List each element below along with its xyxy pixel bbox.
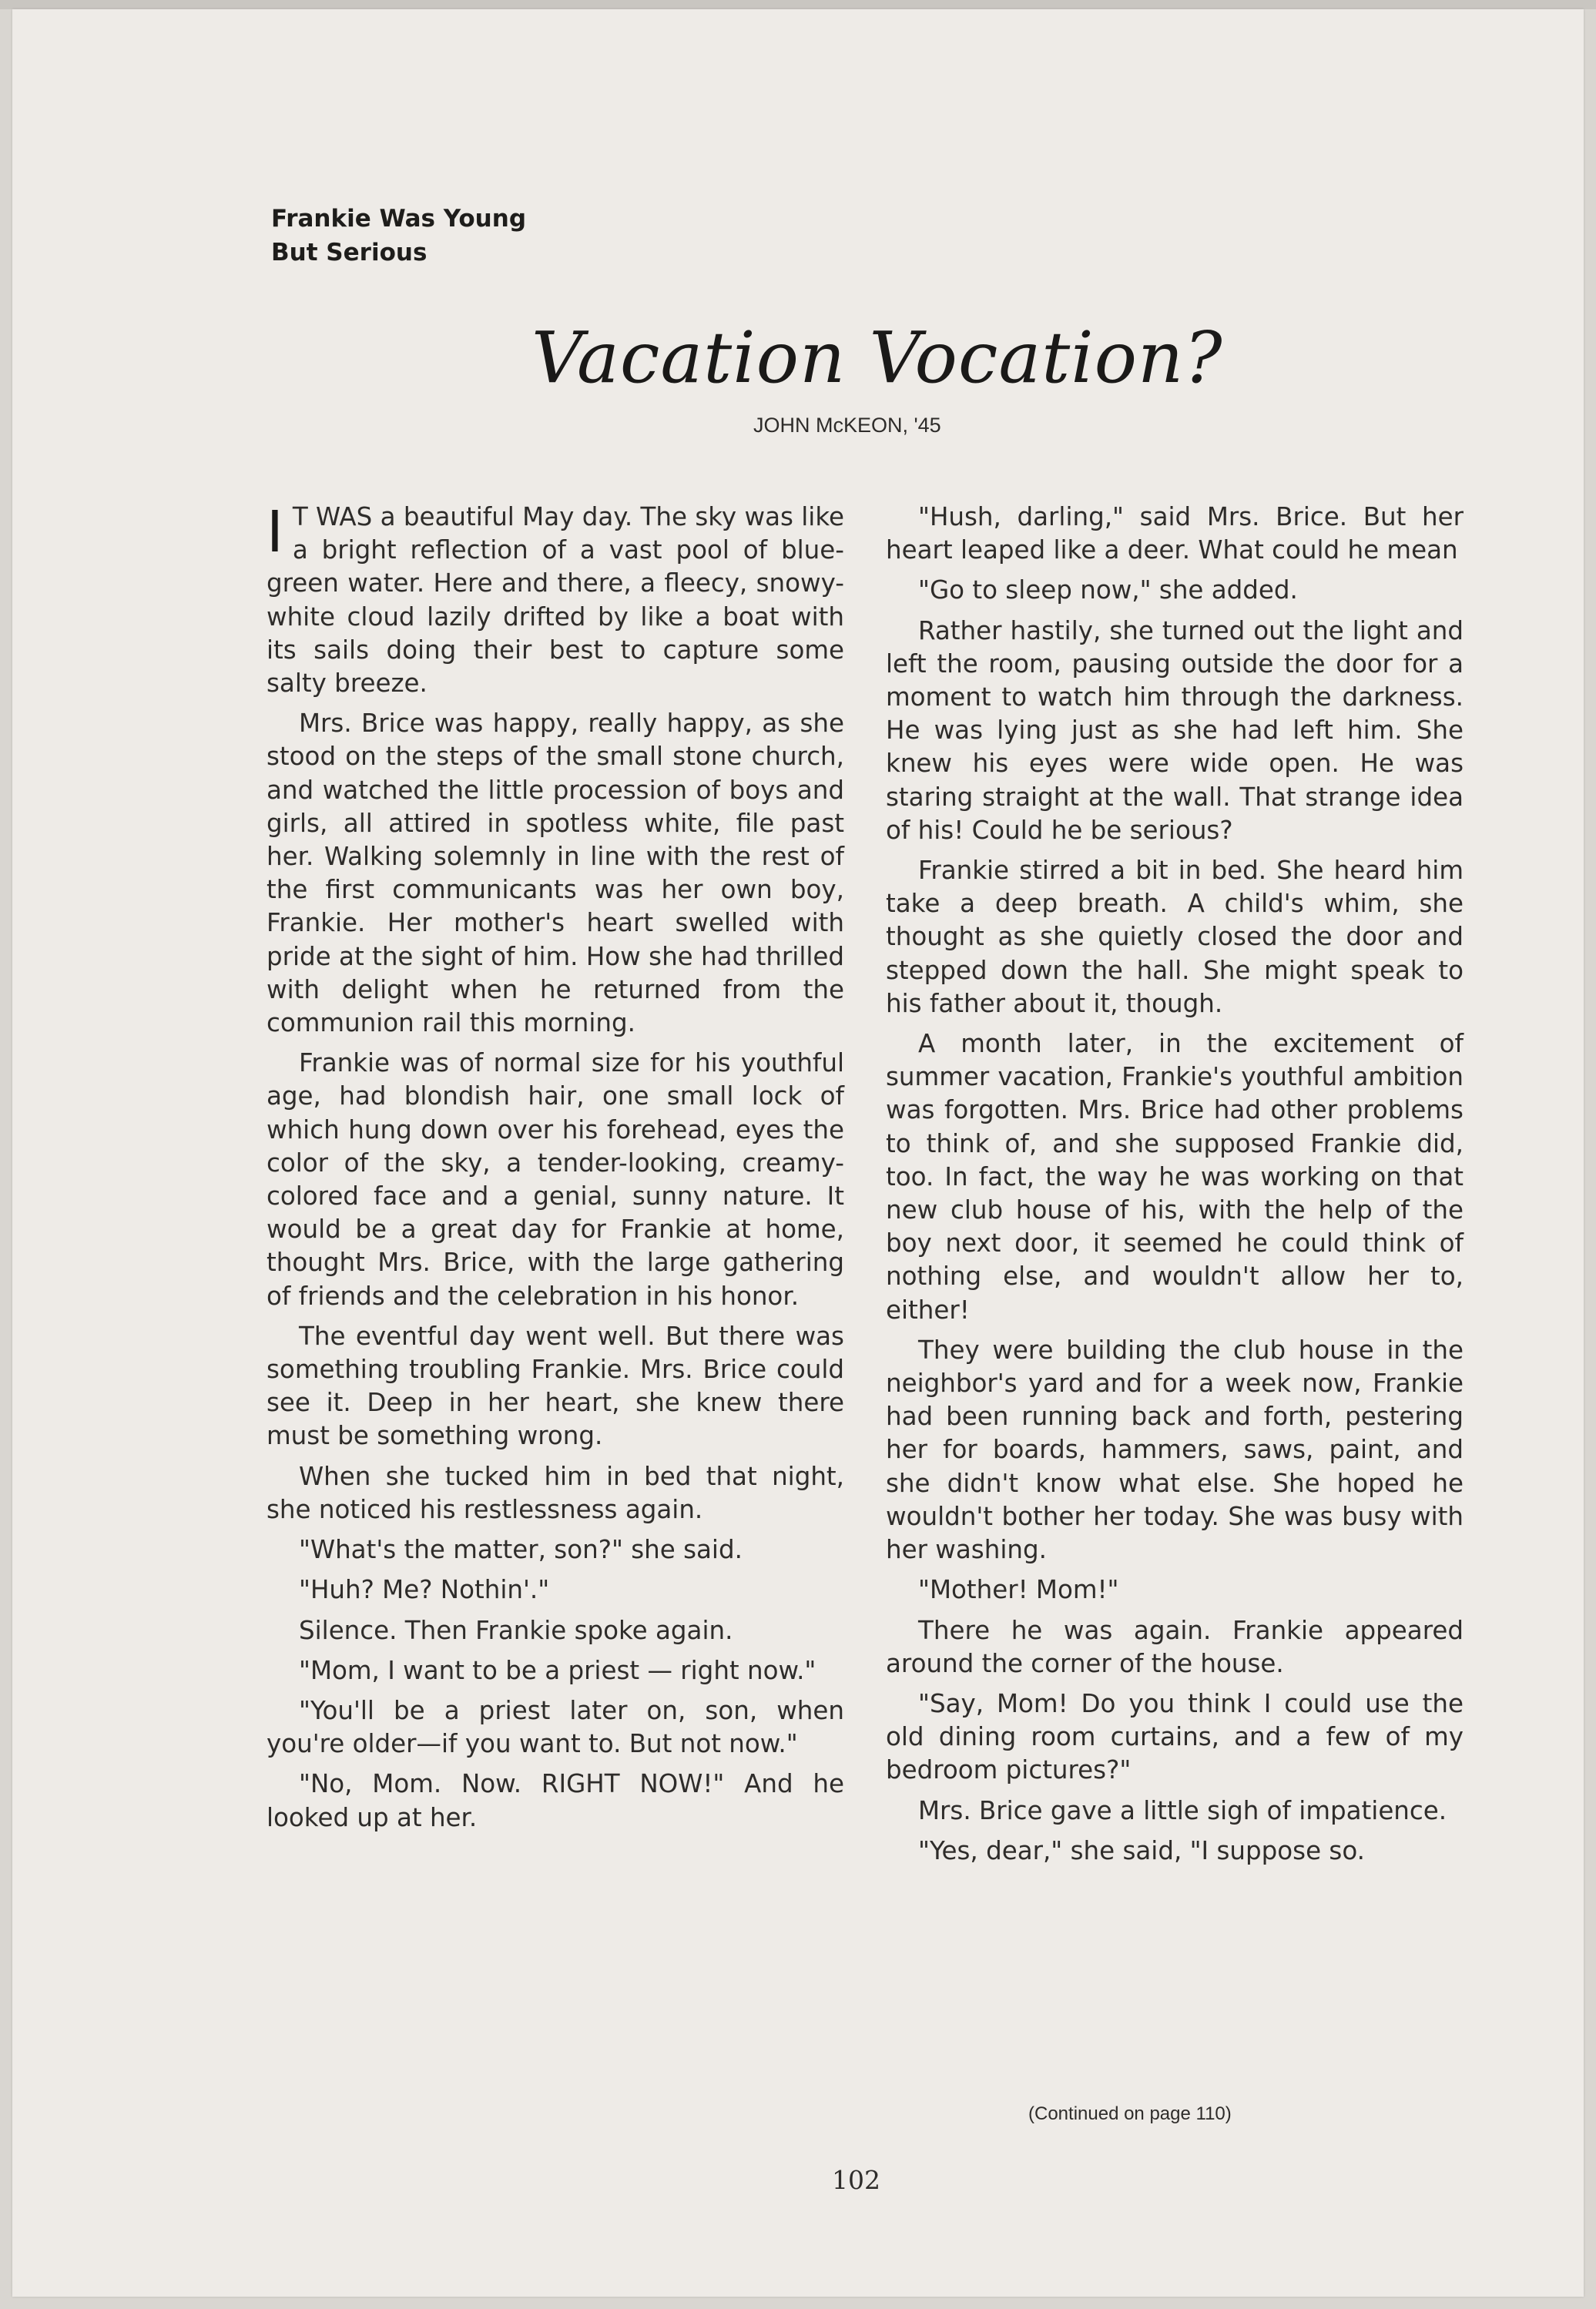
right-column	[886, 501, 1464, 1875]
article-kicker	[271, 202, 656, 270]
article-title: Vacation Vocation?	[531, 317, 1223, 399]
paragraph: "Hush, darling," said Mrs. Brice. But her heart leaped like a deer. What could he mean	[886, 502, 1464, 565]
kicker-line-2: But Serious	[271, 239, 428, 266]
paragraph: Silence. Then Frankie spoke again.	[299, 1615, 733, 1645]
paragraph: "Mother! Mom!"	[918, 1575, 1119, 1605]
drop-cap: I	[267, 499, 283, 565]
paragraph: "Huh? Me? Nothin'."	[299, 1575, 550, 1605]
paragraph: Mrs. Brice was happy, really happy, as she stood on the steps of the small stone church, and watched the little procession of boys and girls, all attired in spotless white, file past her. Walking solemnly in line with the rest of the first communicants was her own boy, Frankie. Her mother's heart swelled with pride at the sight of him. How she had thrilled with delight when he returned from the communion rail this morning.	[267, 709, 844, 1038]
paragraph: "No, Mom. Now. RIGHT NOW!" And he looked up at her.	[267, 1769, 844, 1832]
paragraph: I T WAS a beautiful May day. The sky was like a bright reflection of a vast pool of blue-green water. Here and there, a fleecy, snowy-white cloud lazily drifted by like a boat with its sails doing their best to capture some salty breeze.	[267, 499, 844, 699]
continued-note: (Continued on page 110)	[1028, 2103, 1232, 2124]
paragraph: "Mom, I want to be a priest — right now."	[299, 1655, 816, 1685]
paragraph: There he was again. Frankie appeared around the corner of the house.	[886, 1615, 1464, 1678]
article-byline: JOHN McKEON, '45	[753, 414, 941, 437]
paragraph: When she tucked him in bed that night, she noticed his restlessness again.	[267, 1461, 844, 1524]
paragraph: "You'll be a priest later on, son, when you're older—if you want to. But not now."	[267, 1695, 844, 1759]
scan-top-edge	[0, 0, 1596, 9]
paragraph: "Say, Mom! Do you think I could use the old dining room curtains, and a few of my bedroom pictures?"	[886, 1688, 1464, 1785]
paragraph: "What's the matter, son?" she said.	[299, 1535, 743, 1565]
paragraph: "Yes, dear," she said, "I suppose so.	[918, 1835, 1365, 1865]
paragraph: Rather hastily, she turned out the light and left the room, pausing outside the door for a moment to watch him through the darkness. He was lying just as she had left him. She knew his eyes were wide open. He was staring straight at the wall. That strange idea of his! Could he be serious?	[886, 615, 1464, 845]
left-column	[267, 501, 844, 1842]
kicker-line-1: Frankie Was Young	[271, 205, 527, 233]
paragraph: Frankie stirred a bit in bed. She heard him take a deep breath. A child's whim, she thought as she quietly closed the door and stepped down the hall. She might speak to his father about it, though.	[886, 856, 1464, 1018]
paragraph: A month later, in the excitement of summer vacation, Frankie's youthful ambition was forgotten. Mrs. Brice had other problems to think of, and she supposed Frankie did, too. In fact, the way he was working on that new club house of his, with the help of the boy next door, it seemed he could think of nothing else, and wouldn't allow her to, either!	[886, 1029, 1464, 1325]
page-number: 102	[832, 2165, 880, 2195]
paragraph: Frankie was of normal size for his youthful age, had blondish hair, one small lock of which hung down over his forehead, eyes the color of the sky, a tender-looking, creamy-colored face and a genial, sunny nature. It would be a great day for Frankie at home, thought Mrs. Brice, with the large gathering of friends and the celebration in his honor.	[267, 1048, 844, 1311]
paragraph: "Go to sleep now," she added.	[918, 575, 1298, 605]
paragraph: They were building the club house in the neighbor's yard and for a week now, Frankie had been running back and forth, pestering her for boards, hammers, saws, paint, and she didn't know what else. She hoped he wouldn't bother her today. She was busy with her washing.	[886, 1335, 1464, 1565]
paragraph: The eventful day went well. But there was something troubling Frankie. Mrs. Brice could see it. Deep in her heart, she knew there must be something wrong.	[267, 1321, 844, 1451]
paragraph: Mrs. Brice gave a little sigh of impatience.	[918, 1795, 1447, 1825]
